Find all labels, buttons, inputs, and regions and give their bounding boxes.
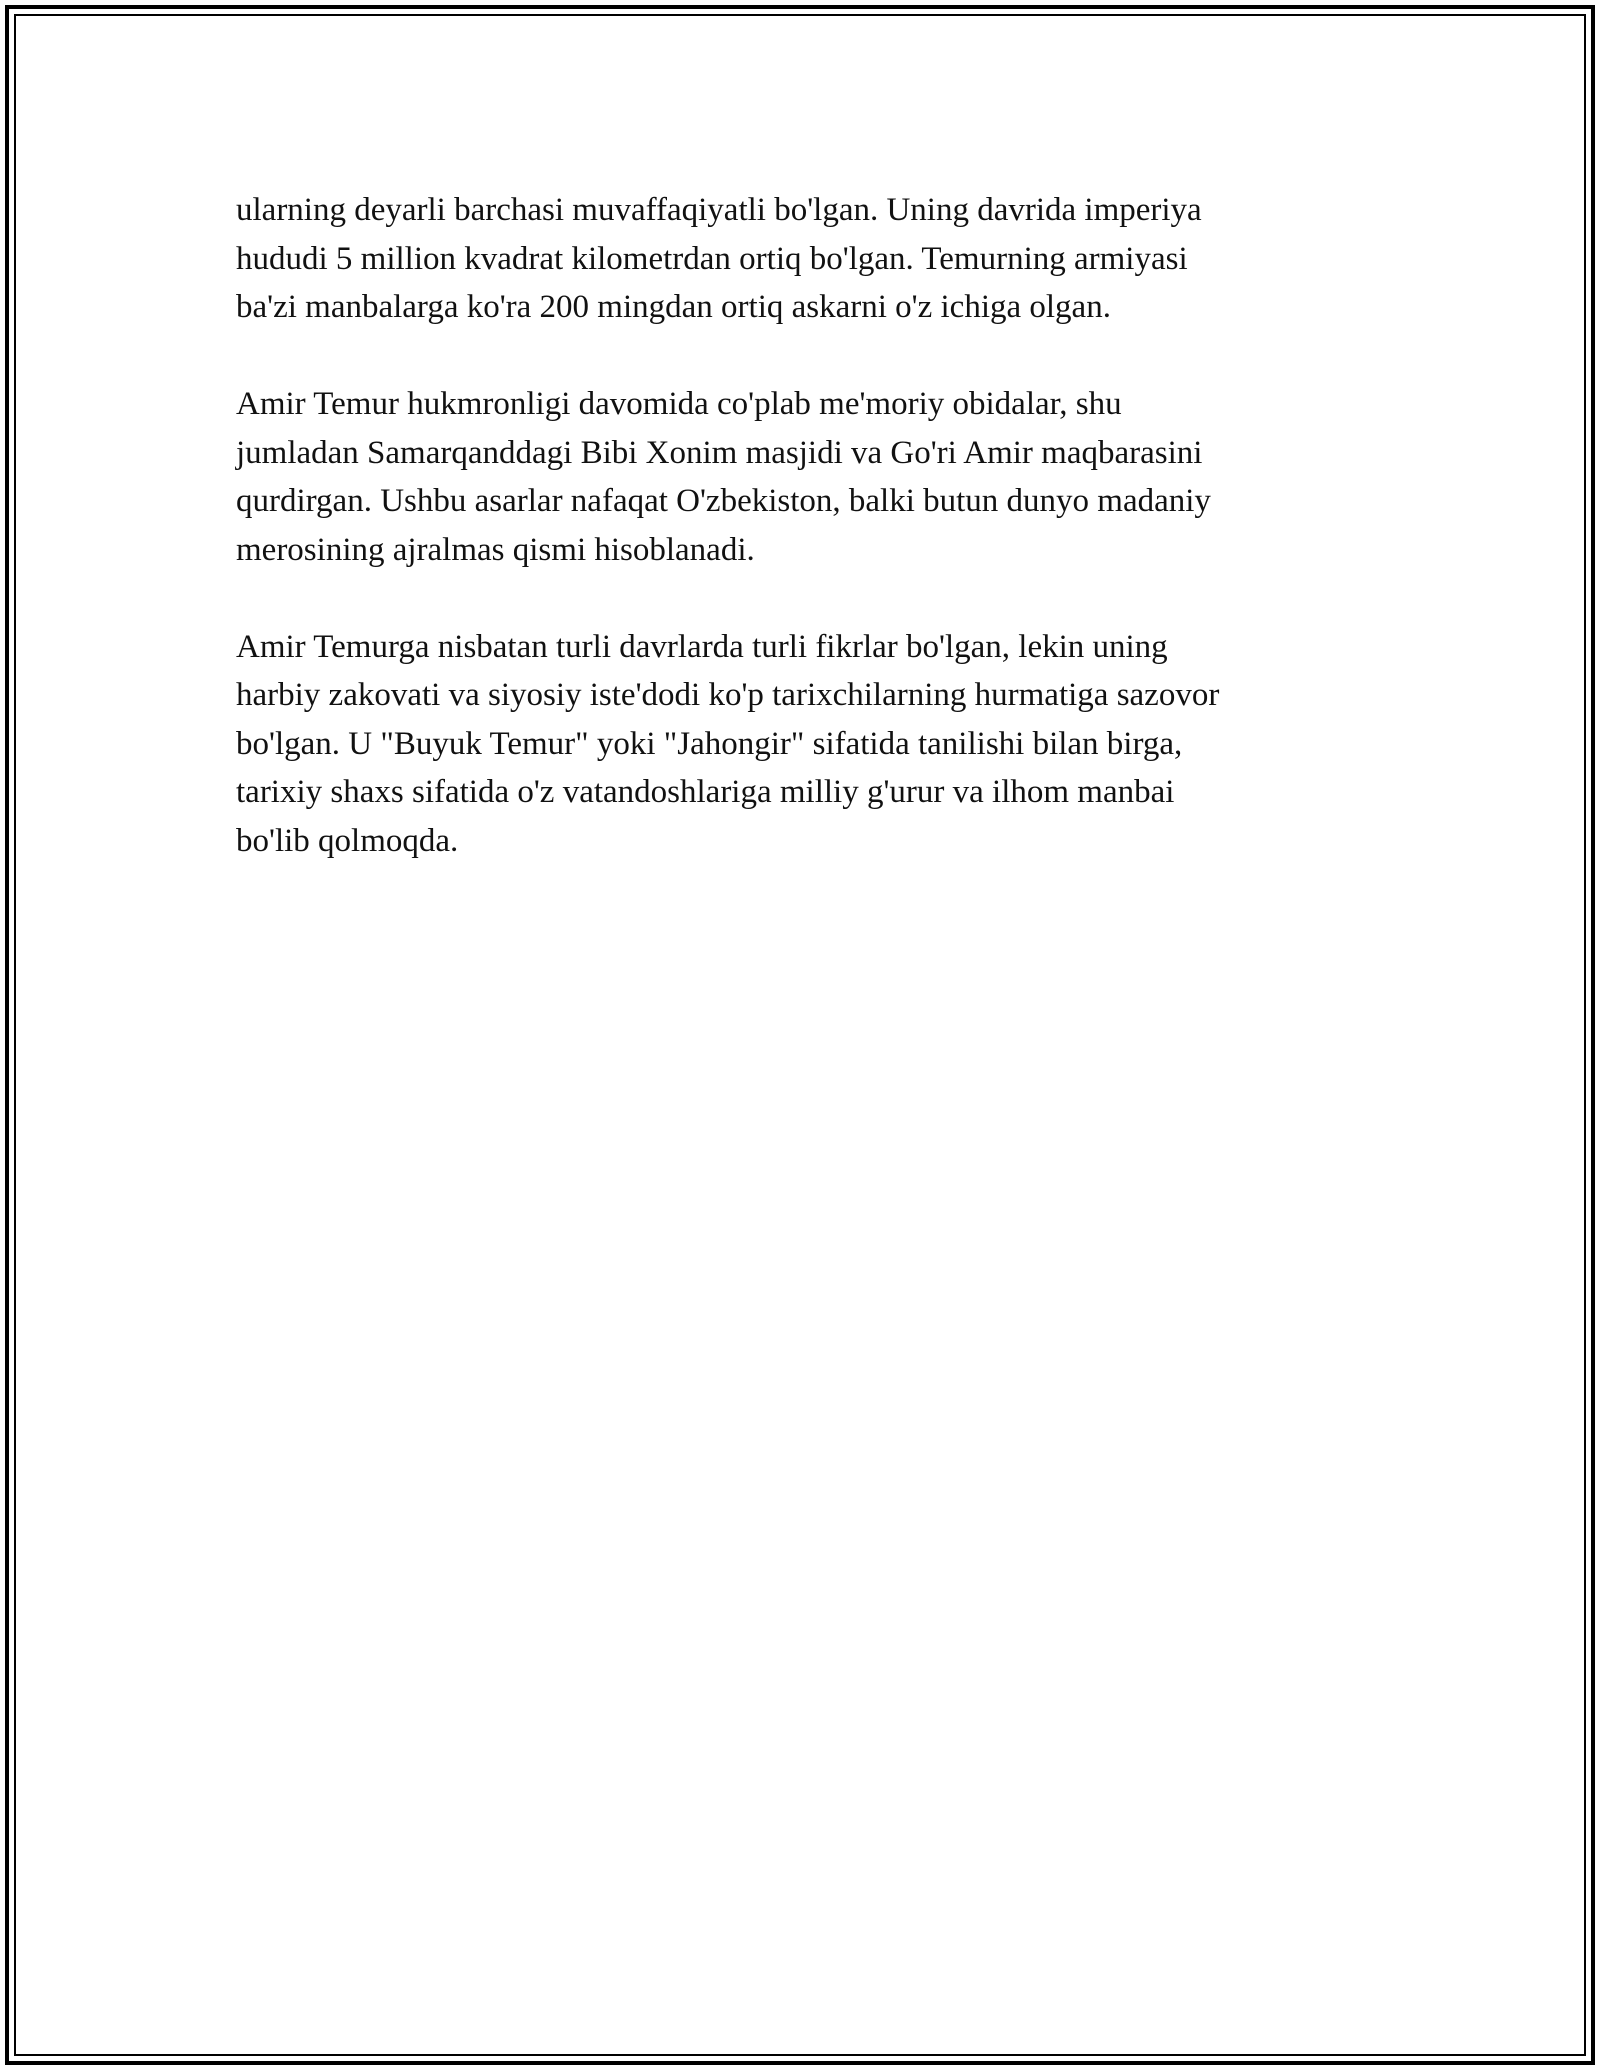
paragraph: ularning deyarli barchasi muvaffaqiyatli bo'lgan. Uning davrida imperiya hududi 5 million kvadrat kilometrdan ortiq bo'lgan. Temurning armiyasi ba'zi manbalarga ko'ra 200 mingdan ortiq askarni o'z ichiga olgan. <box>236 192 1202 325</box>
document-body <box>236 186 1366 914</box>
paragraph: Amir Temurga nisbatan turli davrlarda turli fikrlar bo'lgan, lekin uning harbiy zakovati va siyosiy iste'dodi ko'p tarixchilarning hurmatiga sazovor bo'lgan. U "Buyuk Temur" yoki "Jahongir" sifatida tanilishi bilan birga, tarixiy shaxs sifatida o'z vatandoshlariga milliy g'urur va ilhom manbai bo'lib qolmoqda. <box>236 628 1220 859</box>
paragraph: Amir Temur hukmronligi davomida co'plab me'moriy obidalar, shu jumladan Samarqanddagi Bibi Xonim masjidi va Go'ri Amir maqbarasini qurdirgan. Ushbu asarlar nafaqat O'zbekiston, balki butun dunyo madaniy merosining ajralmas qismi hisoblanadi. <box>236 386 1211 568</box>
